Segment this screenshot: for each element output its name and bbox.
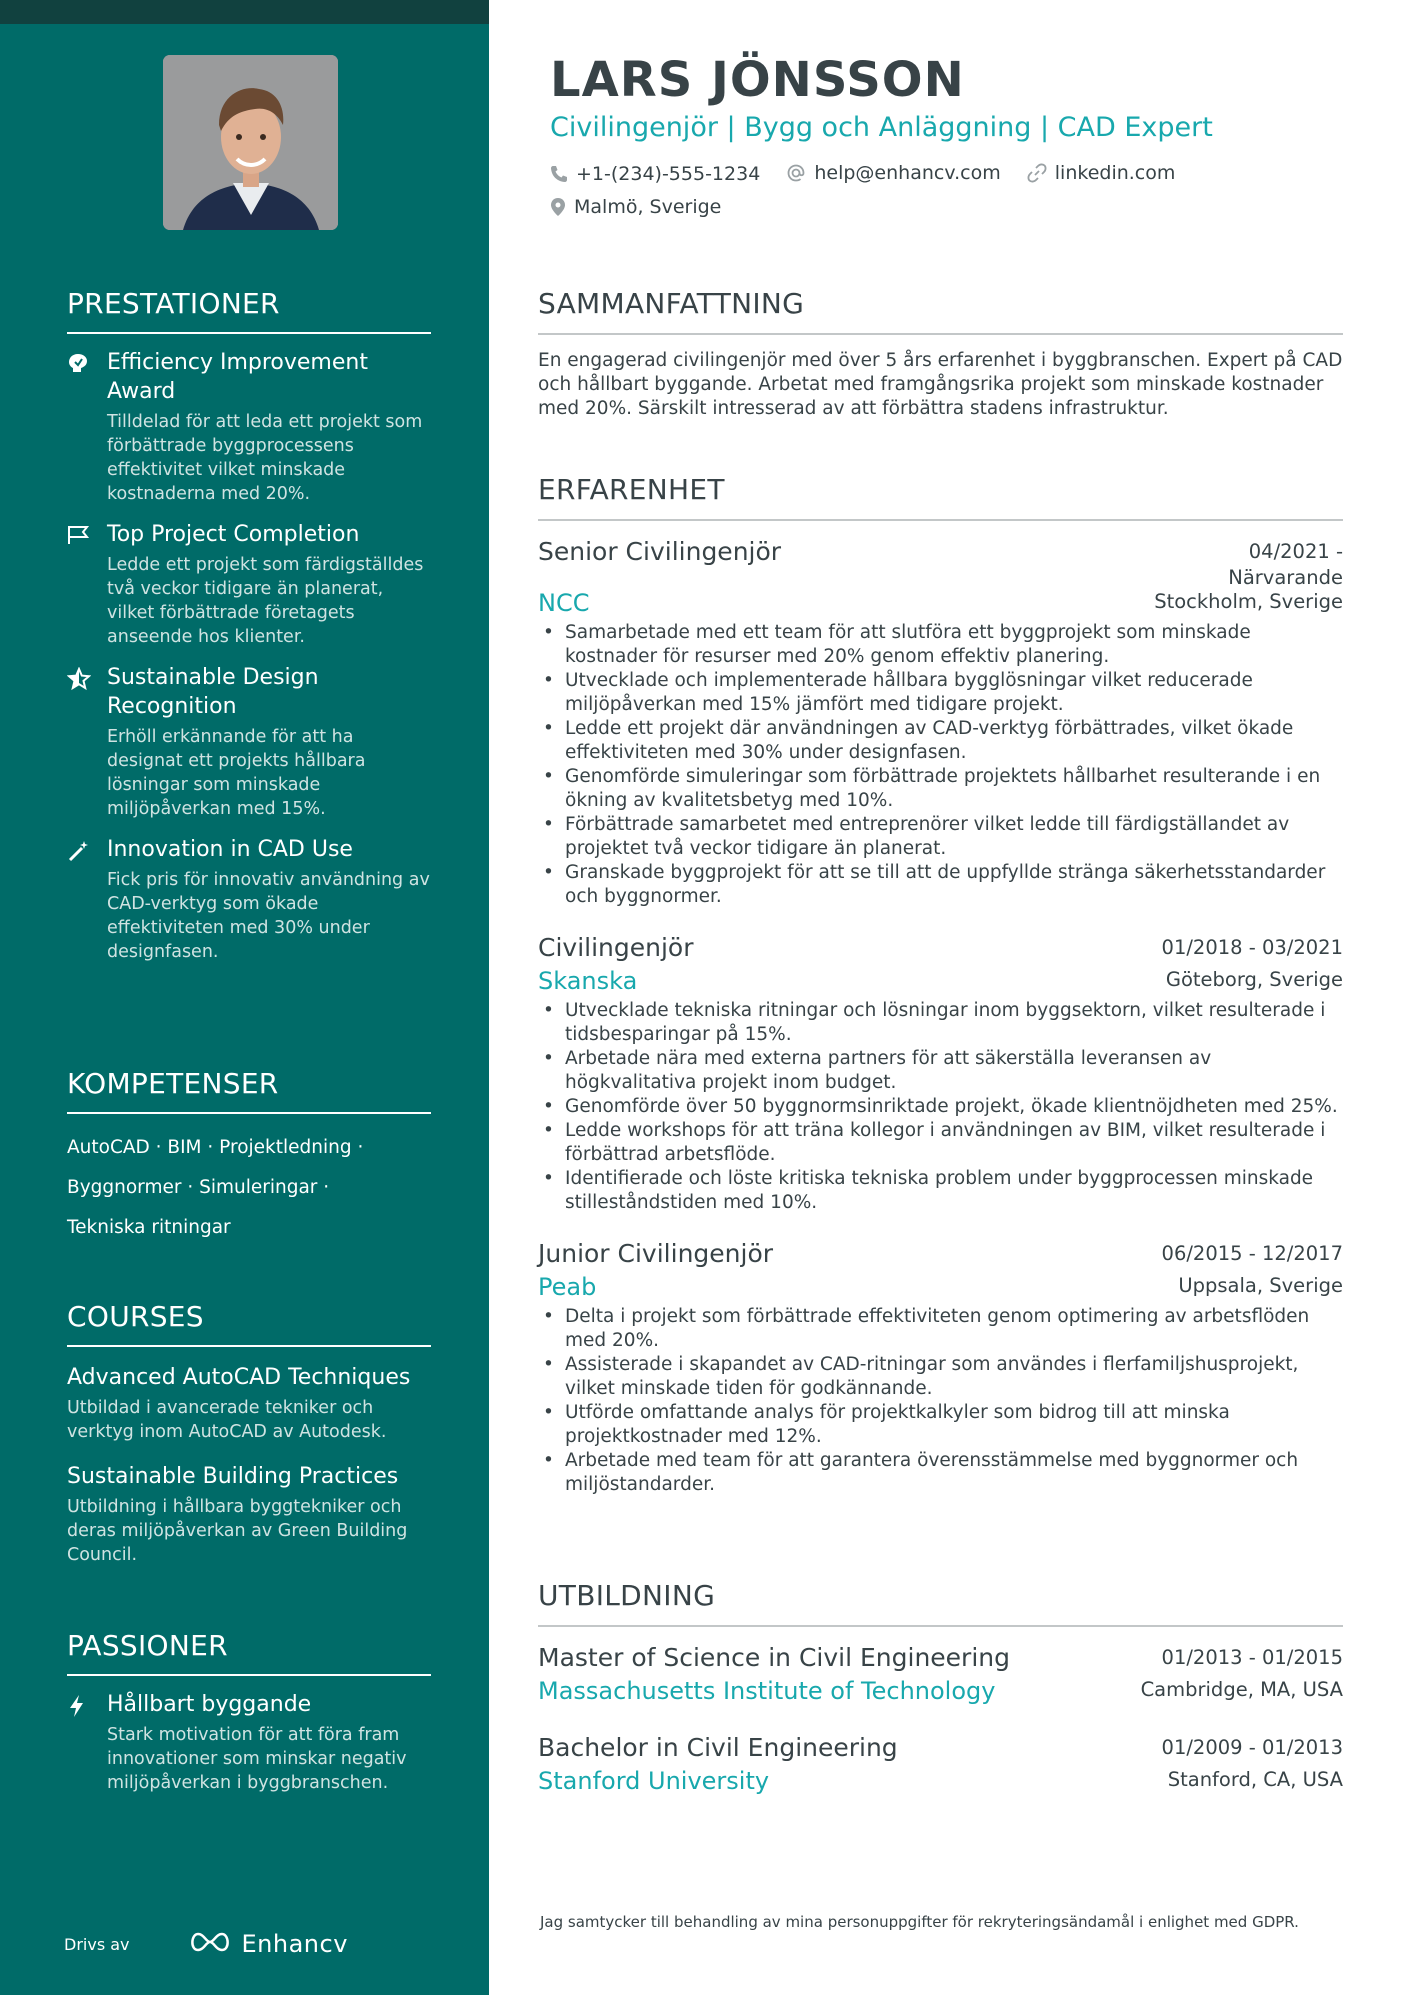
powered-by-label: Drivs av [64, 1934, 130, 1954]
job-date-start: 04/2021 - [1248, 540, 1343, 563]
job-entry [538, 1237, 1343, 1497]
job-date: 06/2015 - 12/2017 [1161, 1242, 1343, 1265]
resume-header [550, 52, 1350, 226]
summary-text: En engagerad civilingenjör med över 5 års erfarenhet i byggbranschen. Expert på CAD och hållbart byggande. Arbetat med framgångsrika projekt som minskade kostnader med 20%. Särskilt intresserad av att förbättra stadens infrastruktur. [538, 350, 1343, 419]
education-section [538, 1579, 1343, 1797]
job-bullet: • Förbättrade samarbetet med entreprenörer vilket ledde till färdigställandet av projektet två veckor tidigare än planerat. [538, 813, 1343, 861]
job-bullets [538, 999, 1343, 1215]
school-location: Cambridge, MA, USA [1140, 1678, 1343, 1701]
job-entry [538, 535, 1343, 909]
job-title: Civilingenjör [538, 933, 694, 962]
job-bullet: • Genomförde över 50 byggnormsinriktade projekt, ökade klientnöjdheten med 25%. [538, 1095, 1343, 1119]
courses-heading: COURSES [67, 1300, 431, 1347]
link-icon [1027, 163, 1047, 183]
lightbulb-icon [67, 348, 107, 376]
experience-section [538, 473, 1343, 1497]
achievement-item [67, 520, 431, 649]
achievement-title: Efficiency Improvement Award [107, 350, 368, 404]
phone-icon [550, 165, 568, 183]
experience-heading: ERFARENHET [538, 473, 1343, 521]
job-company: Skanska [538, 967, 638, 995]
degree-title: Bachelor in Civil Engineering [538, 1733, 898, 1762]
course-title: Sustainable Building Practices [67, 1464, 399, 1489]
contact-info [550, 158, 1350, 226]
job-bullets [538, 621, 1343, 909]
job-bullet: • Utvecklade tekniska ritningar och lösningar inom byggsektorn, vilket resulterade i tidsbesparingar på 15%. [538, 999, 1343, 1047]
job-company: NCC [538, 589, 590, 617]
location-pin-icon [550, 197, 566, 217]
candidate-headline: Civilingenjör | Bygg och Anläggning | CAD Expert [550, 112, 1213, 143]
at-icon [786, 163, 806, 183]
education-date: 01/2009 - 01/2013 [1161, 1736, 1343, 1759]
job-title: Senior Civilingenjör [538, 537, 782, 566]
education-entry [538, 1731, 1343, 1797]
course-title: Advanced AutoCAD Techniques [67, 1365, 411, 1390]
achievement-description: Tilldelad för att leda ett projekt som förbättrade byggprocessens effektivitet vilket minskade kostnaderna med 20%. [107, 412, 423, 504]
contact-linkedin[interactable] [1027, 158, 1176, 188]
linkedin-text: linkedin.com [1054, 162, 1176, 184]
achievement-description: Erhöll erkännande för att ha designat ett projekts hållbara lösningar som minskade miljöpåverkan med 15%. [107, 727, 366, 819]
job-bullet: • Ledde workshops för att träna kollegor i användningen av BIM, vilket resulterade i förbättrad arbetsflöde. [538, 1119, 1343, 1167]
achievement-title: Innovation in CAD Use [107, 837, 353, 862]
job-location: Uppsala, Sverige [1178, 1274, 1343, 1297]
gdpr-consent: Jag samtycker till behandling av mina personuppgifter för rekryteringsändamål i enlighet med GDPR. [540, 1913, 1299, 1931]
skills-line: AutoCAD · BIM · Projektledning · [67, 1137, 364, 1158]
skills-line: Tekniska ritningar [67, 1217, 231, 1238]
job-bullet: • Ledde ett projekt där användningen av CAD-verktyg förbättrades, vilket ökade effektiviteten med 30% under designfasen. [538, 717, 1343, 765]
flag-icon [67, 520, 107, 546]
summary-heading: SAMMANFATTNING [538, 287, 1343, 335]
course-description: Utbildad i avancerade tekniker och verktyg inom AutoCAD av Autodesk. [67, 1398, 387, 1442]
job-bullet: • Genomförde simuleringar som förbättrade projektets hållbarhet resulterande i en ökning av kvalitetsbetyg med 10%. [538, 765, 1343, 813]
achievements-heading: PRESTATIONER [67, 287, 431, 334]
education-entry [538, 1641, 1343, 1707]
passion-description: Stark motivation för att föra fram innovationer som minskar negativ miljöpåverkan i byggbranschen. [107, 1725, 407, 1793]
achievement-title: Sustainable Design Recognition [107, 665, 319, 719]
passions-heading: PASSIONER [67, 1629, 431, 1676]
course-description: Utbildning i hållbara byggtekniker och deras miljöpåverkan av Green Building Council. [67, 1497, 408, 1565]
profile-photo [163, 55, 338, 230]
skills-heading: KOMPETENSER [67, 1067, 431, 1114]
magic-wand-icon [67, 835, 107, 863]
job-location: Stockholm, Sverige [1154, 590, 1343, 613]
courses-section [67, 1300, 431, 1567]
powered-by-brand: Enhancv [241, 1930, 348, 1958]
job-date-end: Närvarande [1228, 566, 1343, 589]
job-date [1228, 535, 1343, 591]
phone-text: +1-(234)-555-1234 [576, 163, 761, 185]
school-location: Stanford, CA, USA [1167, 1768, 1343, 1791]
summary-section [538, 287, 1343, 421]
degree-title: Master of Science in Civil Engineering [538, 1643, 1010, 1672]
skills-list [67, 1128, 431, 1248]
skills-section [67, 1067, 431, 1248]
job-bullet: • Samarbetade med ett team för att slutföra ett byggprojekt som minskade kostnader för resurser med 20% genom effektiv planering. [538, 621, 1343, 669]
achievement-item [67, 663, 431, 821]
achievement-description: Ledde ett projekt som färdigställdes två veckor tidigare än planerat, vilket förbättrade företagets anseende hos klienter. [107, 555, 424, 647]
candidate-name: LARS JÖNSSON [550, 52, 965, 108]
achievements-section [67, 287, 431, 964]
job-bullet: • Utvecklade och implementerade hållbara bygglösningar vilket reducerade miljöpåverkan med 15% jämfört med tidigare projekt. [538, 669, 1343, 717]
job-bullet: • Delta i projekt som förbättrade effektiviteten genom optimering av arbetsflöden med 20%. [538, 1305, 1343, 1353]
contact-phone[interactable] [550, 159, 760, 189]
passion-item [67, 1690, 431, 1795]
job-location: Göteborg, Sverige [1165, 968, 1343, 991]
achievement-item [67, 348, 431, 506]
job-company: Peab [538, 1273, 597, 1301]
job-bullet: • Arbetade med team för att garantera överensstämmelse med byggnormer och miljöstandarder. [538, 1449, 1343, 1497]
passion-title: Hållbart byggande [107, 1692, 312, 1717]
sidebar-top-bar [0, 0, 489, 24]
job-bullets [538, 1305, 1343, 1497]
school-name: Massachusetts Institute of Technology [538, 1677, 996, 1705]
achievement-title: Top Project Completion [107, 522, 360, 547]
location-text: Malmö, Sverige [574, 196, 722, 218]
job-entry [538, 931, 1343, 1215]
job-bullet: • Arbetade nära med externa partners för att säkerställa leveransen av högkvalitativa projekt inom budget. [538, 1047, 1343, 1095]
job-title: Junior Civilingenjör [538, 1239, 774, 1268]
school-name: Stanford University [538, 1767, 770, 1795]
contact-location [550, 192, 721, 222]
job-bullet: • Utförde omfattande analys för projektkalkyler som bidrog till att minska projektkostnader med 12%. [538, 1401, 1343, 1449]
job-bullet: • Assisterade i skapandet av CAD-ritningar som användes i flerfamiljshusprojekt, vilket minskade tiden för godkännande. [538, 1353, 1343, 1401]
star-icon [67, 663, 107, 691]
achievement-item [67, 835, 431, 964]
job-bullet: • Granskade byggprojekt för att se till att de uppfyllde stränga säkerhetsstandarder och byggnormer. [538, 861, 1343, 909]
bolt-icon [67, 1690, 107, 1718]
job-bullet: • Identifierade och löste kritiska tekniska problem under byggprocessen minskade stilleståndstiden med 10%. [538, 1167, 1343, 1215]
powered-by [64, 1930, 348, 1958]
education-date: 01/2013 - 01/2015 [1161, 1646, 1343, 1669]
job-date: 01/2018 - 03/2021 [1161, 936, 1343, 959]
passions-section [67, 1629, 431, 1795]
skills-line: Byggnormer · Simuleringar · [67, 1177, 330, 1198]
email-text: help@enhancv.com [814, 162, 1001, 184]
achievement-description: Fick pris för innovativ användning av CAD-verktyg som ökade effektiviteten med 30% under designfasen. [107, 870, 430, 962]
education-heading: UTBILDNING [538, 1579, 1343, 1627]
enhancv-logo-icon [188, 1930, 232, 1958]
sidebar [0, 0, 489, 1995]
contact-email[interactable] [786, 158, 1000, 188]
